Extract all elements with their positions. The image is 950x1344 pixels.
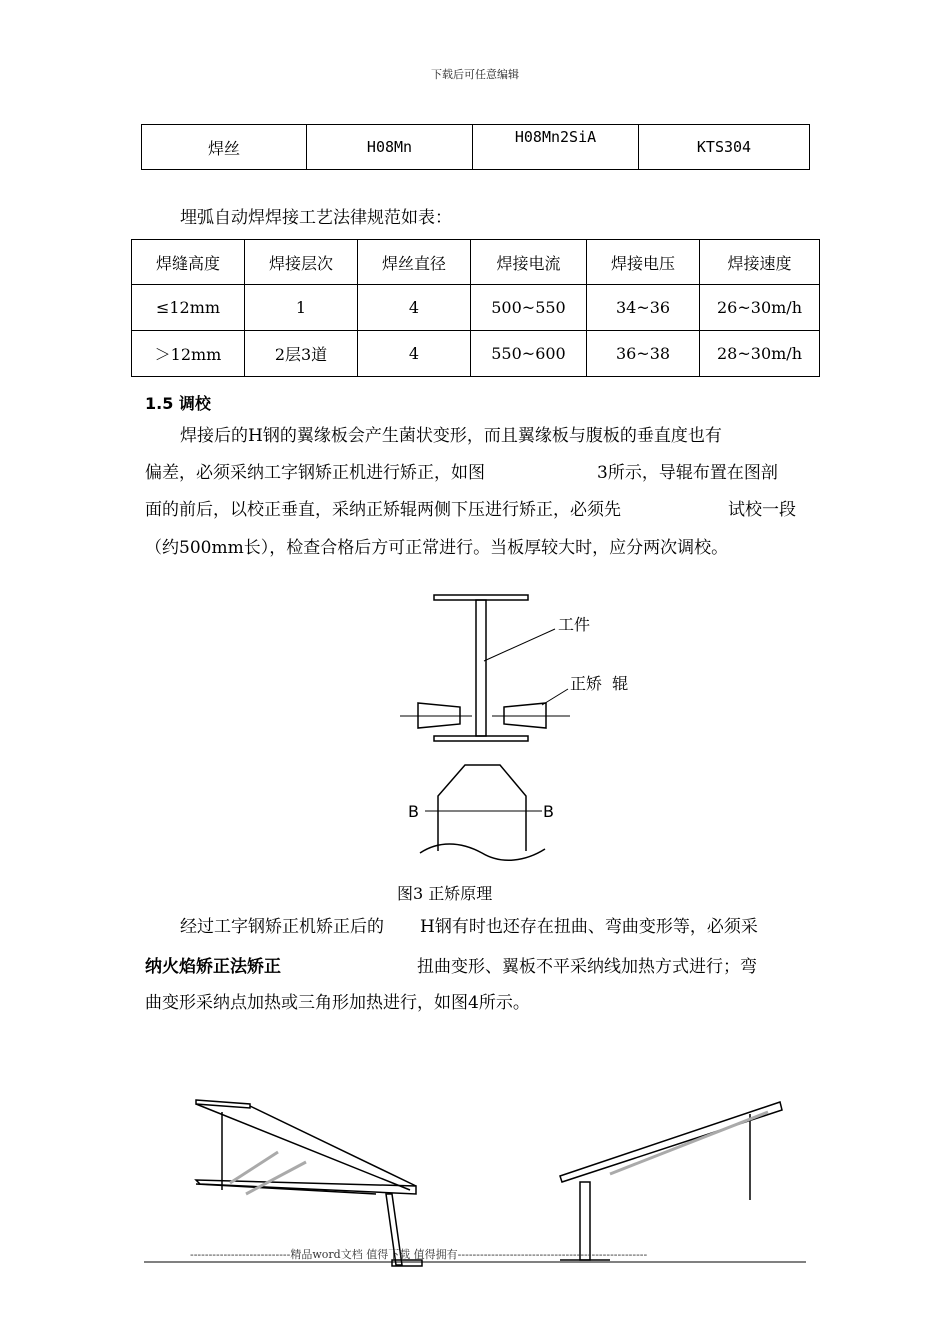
para2-line1a: 经过工字钢矫正机矫正后的 [180, 917, 384, 937]
params-header: 焊接层次 [245, 240, 358, 285]
para2-line2a: 纳火焰矫正法矫正 [145, 957, 281, 977]
params-cell: 4 [358, 331, 471, 377]
params-cell: 4 [358, 285, 471, 331]
params-cell: 36~38 [587, 331, 700, 377]
page-footer: ---------------------------精品word文档 值得下载 值得拥有--------------------------------------------------- [190, 1248, 648, 1261]
heating-line-3 [610, 1112, 768, 1174]
wire-table-cell: H08Mn2SiA [473, 125, 639, 170]
figure3-caption: 图3 正矫原理 [397, 884, 493, 903]
params-cell: 550~600 [471, 331, 587, 377]
left-beam-top-edge [250, 1106, 416, 1186]
bottom-flange [434, 736, 528, 741]
label-b-right: B [543, 802, 554, 821]
params-cell: 34~36 [587, 285, 700, 331]
params-cell: 1 [245, 285, 358, 331]
para1-line1: 焊接后的H钢的翼缘板会产生菌状变形，而且翼缘板与腹板的垂直度也有 [180, 426, 722, 446]
wire-table-cell: H08Mn [307, 125, 473, 170]
para1-line2b: 3所示，导辊布置在图剖 [597, 463, 778, 483]
wire-table-cell: KTS304 [639, 125, 810, 170]
wire-table [141, 124, 810, 170]
para2-line2b: 扭曲变形、翼板不平采纳线加热方式进行；弯 [417, 957, 757, 977]
params-table [131, 239, 820, 377]
roller-profile [438, 765, 526, 851]
page-header: 下载后可任意编辑 [431, 68, 519, 81]
params-header: 焊接电流 [471, 240, 587, 285]
params-cell: ≤12mm [132, 285, 245, 331]
params-header: 焊缝高度 [132, 240, 245, 285]
params-cell: 28~30m/h [700, 331, 820, 377]
label-workpiece: 工件 [558, 615, 591, 634]
para1-line2a: 偏差，必须采纳工字钢矫正机进行矫正，如图 [145, 463, 485, 483]
params-header: 焊接电压 [587, 240, 700, 285]
para2-line3: 曲变形采纳点加热或三角形加热进行，如图4所示。 [145, 993, 530, 1013]
wire-table-cell: 焊丝 [142, 125, 307, 170]
left-beam-bottom-flange [196, 1180, 416, 1194]
params-header: 焊接速度 [700, 240, 820, 285]
params-cell: 26~30m/h [700, 285, 820, 331]
web [476, 600, 486, 736]
para1-line3b: 试校一段 [728, 500, 796, 520]
params-cell: 500~550 [471, 285, 587, 331]
section-title: 1.5 调校 [145, 394, 211, 413]
heating-line-1 [230, 1152, 278, 1183]
right-beam-top-flange [560, 1102, 782, 1182]
params-cell: ＞12mm [132, 331, 245, 377]
params-cell: 2层3道 [245, 331, 358, 377]
intro-text: 埋弧自动焊焊接工艺法律规范如表： [180, 208, 452, 228]
params-header: 焊丝直径 [358, 240, 471, 285]
workpiece-leader [484, 629, 555, 661]
figure3-straightening-diagram [380, 585, 680, 875]
roller-leader [542, 689, 568, 705]
label-roller: 正矫 辊 [570, 674, 629, 693]
label-b-left: B [408, 802, 419, 821]
para2-line1b: H钢有时也还存在扭曲、弯曲变形等，必须采 [420, 917, 758, 937]
para1-line4: （约500mm长），检查合格后方可正常进行。当板厚较大时，应分两次调校。 [145, 538, 729, 558]
para1-line3a: 面的前后，以校正垂直，采纳正矫辊两侧下压进行矫正，必须先 [145, 500, 621, 520]
